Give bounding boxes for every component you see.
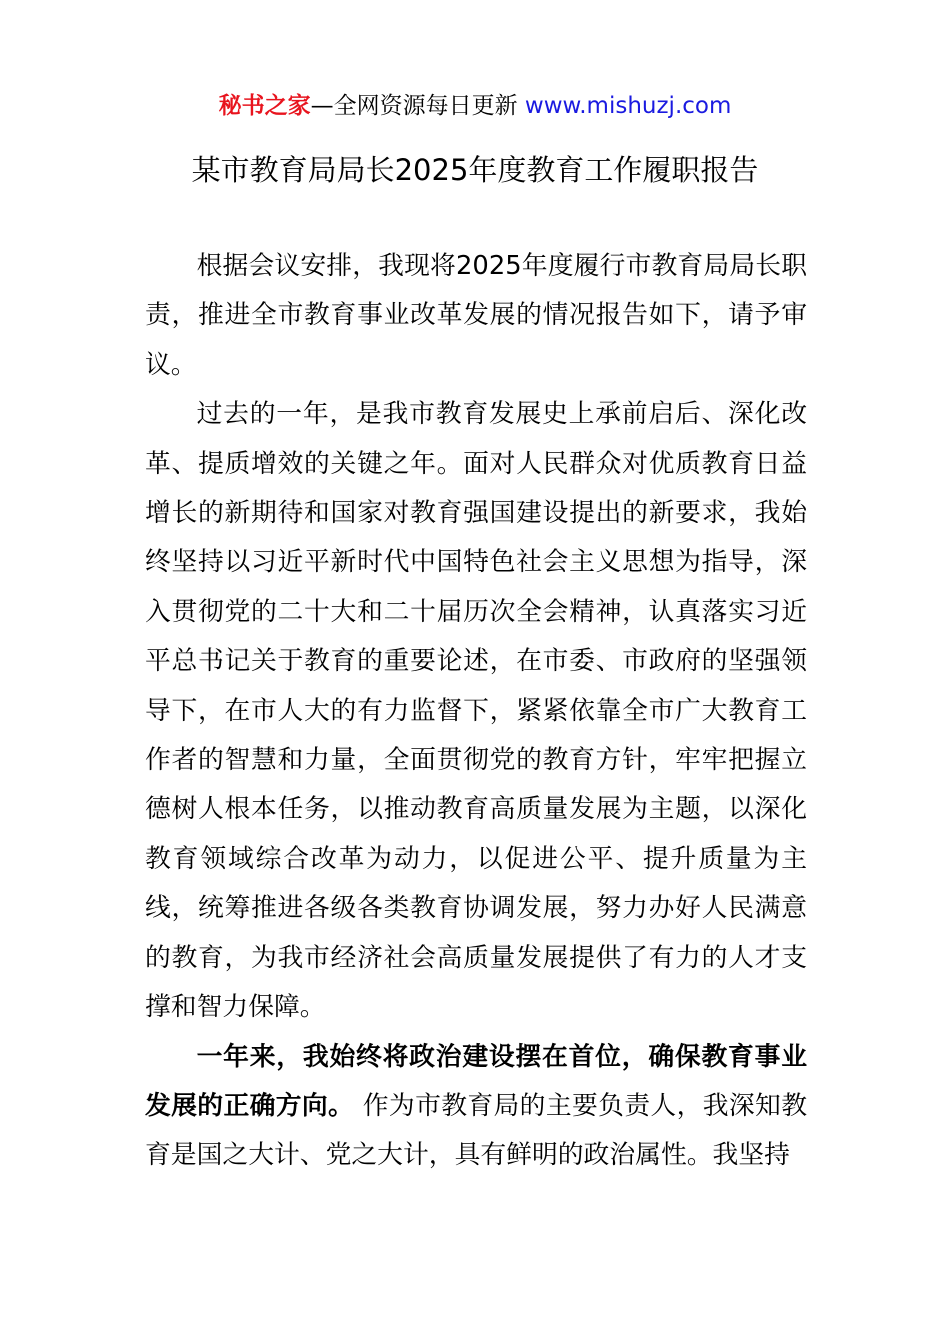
site-url-link[interactable]: www.mishuzj.com [524, 93, 732, 119]
paragraph-overview: 过去的一年，是我市教育发展史上承前启后、深化改革、提质增效的关键之年。面对人民群众对优质教育日益增长的新期待和国家对教育强国建设提出的新要求，我始终坚持以习近平新时代中国特色社会主义思想为指导，深入贯彻党的二十大和二十届历次全会精神，认真落实习近平总书记关于教育的重要论述，在市委、市政府的坚强领导下，在市人大的有力监督下，紧紧依靠全市广大教育工作者的智慧和力量，全面贯彻党的教育方针，牢牢把握立德树人根本任务，以推动教育高质量发展为主题，以深化教育领域综合改革为动力，以促进公平、提升质量为主线，统筹推进各级各类教育协调发展，努力办好人民满意的教育，为我市经济社会高质量发展提供了有力的人才支撑和智力保障。 [145, 399, 807, 1023]
document-title: 某市教育局局长2025年度教育工作履职报告 [191, 153, 759, 187]
paragraph-political-building [145, 1033, 807, 1181]
paragraph-intro: 根据会议安排，我现将2025年度履行市教育局局长职责，推进全市教育事业改革发展的情况报告如下，请予审议。 [145, 251, 807, 380]
header-slogan: —全网资源每日更新 [310, 93, 525, 119]
paragraph-continuation: 作为市教育局的主要负责人，我深知教育是国之大计、党之大计，具有鲜明的政治属性。我坚持 [145, 1090, 807, 1171]
paragraph-lead-sentence: 一年来，我始终将政治建设摆在首位，确保教育事业发展的正确方向。 [145, 1041, 807, 1121]
document-body [145, 242, 807, 1181]
brand-name: 秘书之家 [218, 93, 311, 119]
site-header [0, 88, 950, 124]
